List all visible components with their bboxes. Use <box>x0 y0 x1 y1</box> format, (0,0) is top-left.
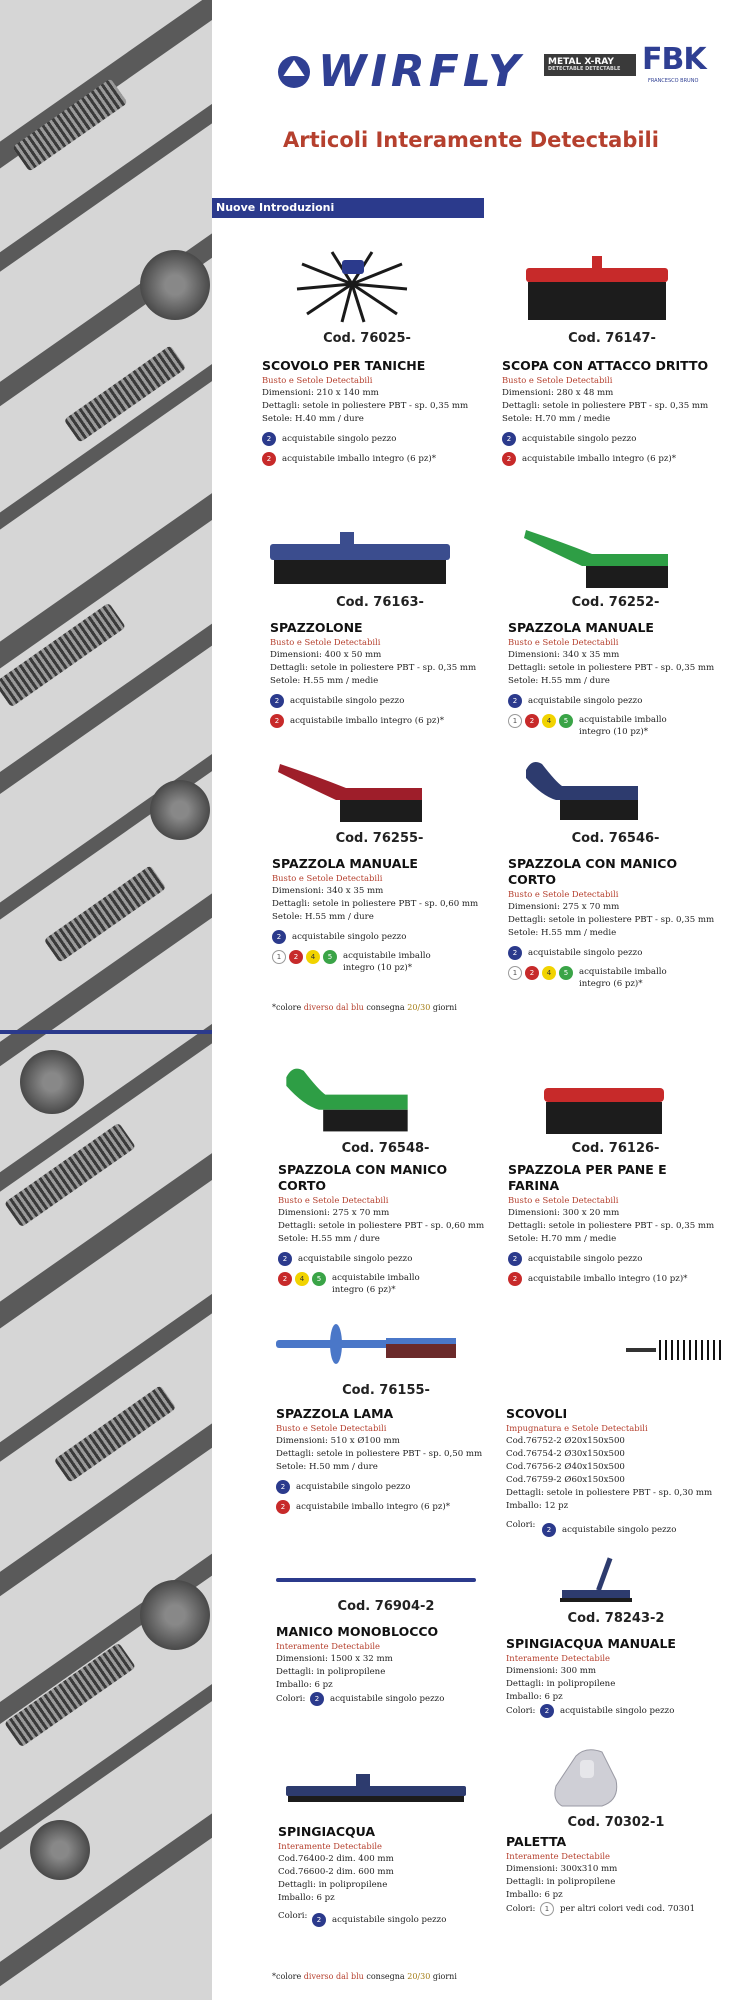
product-name: SPINGIACQUA <box>278 1824 376 1839</box>
product-subtitle: Interamente Detectabile <box>506 1653 611 1663</box>
product-name: SPAZZOLA LAMA <box>276 1406 394 1421</box>
product-78243 <box>506 1556 726 1718</box>
product-subtitle: Interamente Detectabile <box>278 1841 383 1851</box>
brand-logos <box>276 36 716 96</box>
white-color-dot: 1 <box>508 714 522 728</box>
product-code: Cod. 76252- <box>571 595 660 610</box>
availability-single: 2 acquistabile singolo pezzo <box>270 694 490 708</box>
product-name: SCOVOLI <box>506 1406 568 1421</box>
wirfly-wordmark: WIRFLY <box>318 46 524 97</box>
product-subtitle: Busto e Setole Detectabili <box>272 873 383 883</box>
product-bristles: Setole: H.70 mm / medie <box>502 414 611 424</box>
availability-single: 2 acquistabile singolo pezzo <box>508 946 723 960</box>
availability-single: 2 acquistabile singolo pezzo <box>276 1480 496 1494</box>
availability-colors: Colori: 2 acquistabile singolo pezzo <box>278 1905 498 1927</box>
product-variant: Cod.76754-2 Ø30x150x500 <box>506 1449 625 1459</box>
product-code-spacer <box>506 1384 726 1402</box>
product-subtitle: Busto e Setole Detectabili <box>278 1195 389 1205</box>
blue-color-dot: 2 <box>540 1704 554 1718</box>
blue-color-dot: 2 <box>502 432 516 446</box>
product-subtitle: Busto e Setole Detectabili <box>502 375 613 385</box>
product-details: Dettagli: in polipropilene <box>278 1880 388 1890</box>
red-color-dot: 2 <box>289 950 303 964</box>
product-dimensions: Dimensioni: 275 x 70 mm <box>508 902 620 912</box>
red-color-dot: 2 <box>502 452 516 466</box>
product-dimensions: Dimensioni: 1500 x 32 mm <box>276 1654 393 1664</box>
product-subtitle: Impugnatura e Setole Detectabili <box>506 1423 648 1433</box>
product-details: Dettagli: in polipropilene <box>276 1667 386 1677</box>
green-color-dot: 5 <box>559 966 573 980</box>
product-name: SPAZZOLA CON MANICO CORTO <box>278 1162 448 1193</box>
product-name: SPAZZOLA MANUALE <box>508 620 654 635</box>
product-bristles: Setole: H.55 mm / dure <box>508 676 610 686</box>
product-76025 <box>262 244 472 466</box>
product-dimensions: Dimensioni: 340 x 35 mm <box>272 886 384 896</box>
fbk-logo: FBK <box>642 42 706 77</box>
product-subtitle: Busto e Setole Detectabili <box>270 637 381 647</box>
section-divider-line <box>0 1030 212 1034</box>
product-dimensions: Dimensioni: 275 x 70 mm <box>278 1208 390 1218</box>
product-image <box>270 518 490 592</box>
section-header: Nuove Introduzioni <box>212 198 484 218</box>
squeegee-image <box>556 1556 636 1608</box>
white-color-dot: 1 <box>508 966 522 980</box>
blue-color-dot: 2 <box>262 432 276 446</box>
product-spingiacqua <box>278 1768 498 1927</box>
yellow-color-dot: 4 <box>295 1272 309 1286</box>
product-details: Dettagli: setole in poliestere PBT - sp. 0,35 mm <box>502 401 709 411</box>
red-color-dot: 2 <box>262 452 276 466</box>
product-code: Cod. 76255- <box>335 831 424 846</box>
product-image <box>506 1556 726 1608</box>
product-code: Cod. 76904-2 <box>337 1599 435 1614</box>
red-color-dot: 2 <box>276 1500 290 1514</box>
product-76904 <box>276 1560 496 1706</box>
availability-pack: 2 acquistabile imballo integro (6 pz)* <box>276 1500 496 1514</box>
availability-colors: Colori: 1 per altri colori vedi cod. 70301 <box>506 1902 726 1916</box>
product-details: Dettagli: setole in poliestere PBT - sp. 0,35 mm <box>508 1221 715 1231</box>
product-subtitle: Busto e Setole Detectabili <box>262 375 373 385</box>
availability-single: 2 acquistabile singolo pezzo <box>262 432 472 446</box>
blue-color-dot: 2 <box>310 1692 324 1706</box>
product-bristles: Setole: H.50 mm / dure <box>276 1462 378 1472</box>
product-subtitle: Busto e Setole Detectabili <box>508 1195 619 1205</box>
red-color-dot: 2 <box>525 714 539 728</box>
availability-pack: 2 acquistabile imballo integro (6 pz)* <box>502 452 722 466</box>
red-color-dot: 2 <box>525 966 539 980</box>
product-variant: Cod.76400-2 dim. 400 mm <box>278 1854 394 1864</box>
blue-color-dot: 2 <box>542 1523 556 1537</box>
blue-color-dot: 2 <box>508 694 522 708</box>
metal-xray-logo: METAL X-RAY DETECTABLE DETECTABLE <box>544 54 636 76</box>
white-color-dot: 1 <box>272 950 286 964</box>
bread-brush-image <box>544 1088 664 1138</box>
tank-brush-image <box>282 244 422 328</box>
product-image <box>276 1318 496 1380</box>
availability-single: 2 acquistabile singolo pezzo <box>272 930 487 944</box>
product-details: Dettagli: setole in poliestere PBT - sp. 0,60 mm <box>278 1221 485 1231</box>
handle-image <box>276 1576 476 1584</box>
product-details: Dettagli: setole in poliestere PBT - sp. 0,35 mm <box>508 663 715 673</box>
broom-image <box>522 256 672 326</box>
product-dimensions: Dimensioni: 210 x 140 mm <box>262 388 379 398</box>
floor-brush-image <box>270 532 450 588</box>
availability-colors: Colori: 2 acquistabile singolo pezzo <box>506 1513 726 1537</box>
product-code: Cod. 76546- <box>571 831 660 846</box>
product-subtitle: Busto e Setole Detectabili <box>508 637 619 647</box>
red-color-dot: 2 <box>270 714 284 728</box>
product-bristles: Setole: H.55 mm / medie <box>270 676 379 686</box>
product-76147 <box>502 244 722 466</box>
product-76546 <box>508 754 723 990</box>
blue-color-dot: 2 <box>276 1480 290 1494</box>
product-scovoli <box>506 1318 726 1537</box>
product-bristles: Setole: H.55 mm / medie <box>508 928 617 938</box>
product-details: Dettagli: in polipropilene <box>506 1877 616 1887</box>
product-details: Dettagli: setole in poliestere PBT - sp. 0,50 mm <box>276 1449 483 1459</box>
floor-squeegee-image <box>286 1774 466 1814</box>
availability-single: 2 acquistabile singolo pezzo <box>508 1252 723 1266</box>
blade-brush-image <box>276 1322 456 1372</box>
blue-color-dot: 2 <box>312 1913 326 1927</box>
product-packaging: Imballo: 12 pz <box>506 1501 569 1511</box>
availability-pack: 1 2 4 5 acquistabile imballo integro (10 pz)* <box>272 950 487 974</box>
product-76163 <box>270 518 490 728</box>
product-76252 <box>508 518 723 738</box>
product-image <box>502 244 722 328</box>
hand-brush-green-image <box>522 522 672 592</box>
product-details: Dettagli: setole in poliestere PBT - sp. 0,35 mm <box>508 915 715 925</box>
product-dimensions: Dimensioni: 300 x 20 mm <box>508 1208 620 1218</box>
product-bristles: Setole: H.40 mm / dure <box>262 414 364 424</box>
product-subtitle: Interamente Detectabile <box>276 1641 381 1651</box>
product-76126 <box>508 1058 723 1286</box>
blue-color-dot: 2 <box>278 1252 292 1266</box>
product-image <box>506 1746 726 1812</box>
product-details: Dettagli: setole in poliestere PBT - sp. 0,35 mm <box>270 663 477 673</box>
delivery-footnote: *colore diverso dal blu consegna 20/30 giorni <box>272 1972 457 1981</box>
product-variant: Cod.76600-2 dim. 600 mm <box>278 1867 394 1877</box>
product-packaging: Imballo: 6 pz <box>278 1893 335 1903</box>
product-70302 <box>506 1746 726 1916</box>
product-details: Dettagli: setole in poliestere PBT - sp. 0,35 mm <box>262 401 469 411</box>
product-name: MANICO MONOBLOCCO <box>276 1624 439 1639</box>
green-color-dot: 5 <box>312 1272 326 1286</box>
yellow-color-dot: 4 <box>542 714 556 728</box>
product-variant: Cod.76752-2 Ø20x150x500 <box>506 1436 625 1446</box>
product-image <box>278 1768 498 1820</box>
product-variant: Cod.76759-2 Ø60x150x500 <box>506 1475 625 1485</box>
product-details: Dettagli: setole in poliestere PBT - sp. 0,30 mm <box>506 1488 713 1498</box>
bottle-brush-image <box>626 1338 726 1362</box>
product-image <box>278 1058 493 1138</box>
product-code: Cod. 76147- <box>568 331 656 346</box>
wirfly-mark-icon <box>276 54 312 90</box>
decorative-product-collage <box>0 0 212 2000</box>
product-dimensions: Dimensioni: 300 mm <box>506 1666 597 1676</box>
page-title: Articoli Interamente Detectabili <box>283 128 659 152</box>
product-subtitle: Busto e Setole Detectabili <box>508 889 619 899</box>
product-name: SPAZZOLA CON MANICO CORTO <box>508 856 678 887</box>
product-dimensions: Dimensioni: 340 x 35 mm <box>508 650 620 660</box>
fbk-subtitle: FRANCESCO BRUNO <box>648 78 699 84</box>
delivery-footnote: *colore diverso dal blu consegna 20/30 giorni <box>272 1003 457 1012</box>
product-packaging: Imballo: 6 pz <box>506 1692 563 1702</box>
product-image <box>262 244 472 328</box>
product-bristles: Setole: H.55 mm / dure <box>278 1234 380 1244</box>
product-code: Cod. 76163- <box>336 595 424 610</box>
availability-colors: Colori: 2 acquistabile singolo pezzo <box>506 1704 726 1718</box>
availability-single: 2 acquistabile singolo pezzo <box>508 694 723 708</box>
availability-pack: 2 acquistabile imballo integro (6 pz)* <box>270 714 490 728</box>
product-76548 <box>278 1058 493 1296</box>
hand-brush-red-image <box>276 756 426 826</box>
product-dimensions: Dimensioni: 400 x 50 mm <box>270 650 382 660</box>
product-dimensions: Dimensioni: 300x310 mm <box>506 1864 618 1874</box>
short-handle-brush-green-image <box>282 1062 412 1138</box>
product-subtitle: Busto e Setole Detectabili <box>276 1423 387 1433</box>
product-76255 <box>272 754 487 974</box>
product-code: Cod. 70302-1 <box>567 1815 665 1830</box>
availability-pack: 1 2 4 5 acquistabile imballo integro (10 pz)* <box>508 714 723 738</box>
product-details: Dettagli: setole in poliestere PBT - sp. 0,60 mm <box>272 899 479 909</box>
white-color-dot: 1 <box>540 1902 554 1916</box>
product-name: SPAZZOLA MANUALE <box>272 856 418 871</box>
product-code: Cod. 76126- <box>571 1141 660 1156</box>
product-76155 <box>276 1318 496 1514</box>
product-image <box>508 518 723 592</box>
product-packaging: Imballo: 6 pz <box>276 1680 333 1690</box>
availability-colors: Colori: 2 acquistabile singolo pezzo <box>276 1692 496 1706</box>
availability-single: 2 acquistabile singolo pezzo <box>278 1252 493 1266</box>
product-code: Cod. 76155- <box>342 1383 430 1398</box>
availability-pack: 2 acquistabile imballo integro (6 pz)* <box>262 452 472 466</box>
product-dimensions: Dimensioni: 280 x 48 mm <box>502 388 614 398</box>
product-image <box>272 754 487 828</box>
product-name: SPAZZOLONE <box>270 620 363 635</box>
product-details: Dettagli: in polipropilene <box>506 1679 616 1689</box>
short-handle-brush-blue-image <box>522 756 642 826</box>
availability-single: 2 acquistabile singolo pezzo <box>502 432 722 446</box>
product-variant: Cod.76756-2 Ø40x150x500 <box>506 1462 625 1472</box>
product-image <box>276 1560 496 1596</box>
availability-pack: 1 2 4 5 acquistabile imballo integro (6 pz)* <box>508 966 723 990</box>
product-bristles: Setole: H.70 mm / medie <box>508 1234 617 1244</box>
product-name: SPAZZOLA PER PANE E FARINA <box>508 1162 667 1193</box>
blue-color-dot: 2 <box>272 930 286 944</box>
product-image <box>508 1058 723 1138</box>
blue-color-dot: 2 <box>508 1252 522 1266</box>
red-color-dot: 2 <box>278 1272 292 1286</box>
green-color-dot: 5 <box>323 950 337 964</box>
product-image <box>508 754 723 828</box>
green-color-dot: 5 <box>559 714 573 728</box>
product-packaging: Imballo: 6 pz <box>506 1890 563 1900</box>
yellow-color-dot: 4 <box>542 966 556 980</box>
product-bristles: Setole: H.55 mm / dure <box>272 912 374 922</box>
red-color-dot: 2 <box>508 1272 522 1286</box>
availability-pack: 2 4 5 acquistabile imballo integro (6 pz)* <box>278 1272 493 1296</box>
product-code: Cod. 76548- <box>341 1141 430 1156</box>
product-subtitle: Interamente Detectabile <box>506 1851 611 1861</box>
blue-color-dot: 2 <box>270 694 284 708</box>
product-dimensions: Dimensioni: 510 x Ø100 mm <box>276 1436 400 1446</box>
dustpan-image <box>546 1746 636 1812</box>
product-name: SCOVOLO PER TANICHE <box>262 358 426 373</box>
product-code: Cod. 78243-2 <box>567 1611 665 1626</box>
product-name: PALETTA <box>506 1834 567 1849</box>
product-name: SPINGIACQUA MANUALE <box>506 1636 676 1651</box>
product-name: SCOPA CON ATTACCO DRITTO <box>502 358 709 373</box>
yellow-color-dot: 4 <box>306 950 320 964</box>
availability-pack: 2 acquistabile imballo integro (10 pz)* <box>508 1272 723 1286</box>
wirfly-logo <box>276 46 524 97</box>
product-image <box>506 1318 726 1380</box>
blue-color-dot: 2 <box>508 946 522 960</box>
product-code: Cod. 76025- <box>323 331 411 346</box>
